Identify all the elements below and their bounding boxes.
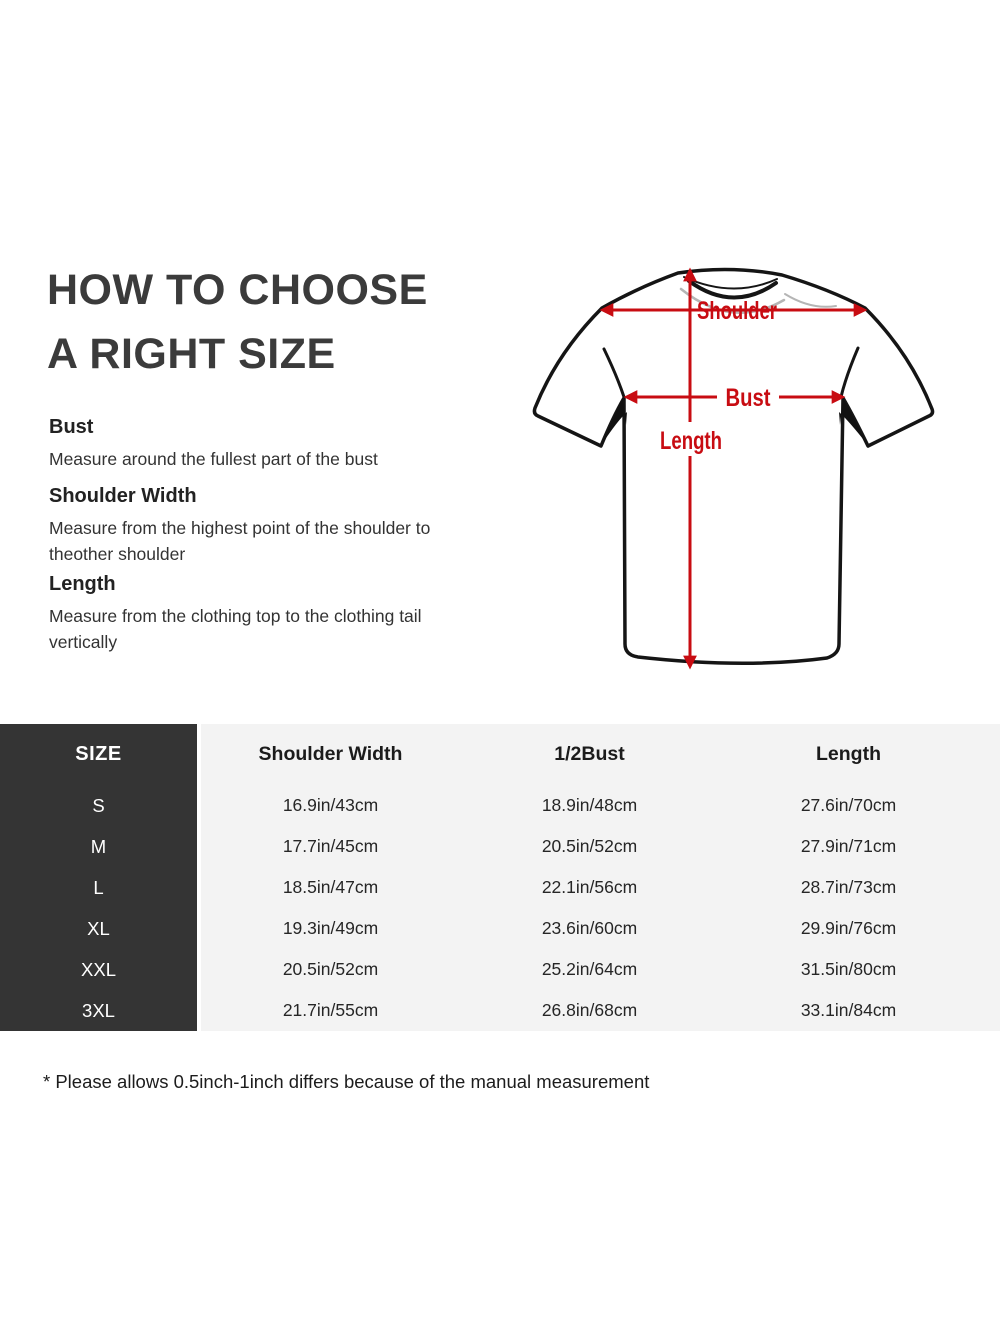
tshirt-outline-shape xyxy=(534,269,932,663)
size-column-header: SIZE xyxy=(75,743,122,765)
page-title-line-1: HOW TO CHOOSE xyxy=(47,266,428,314)
instruction-bust-heading: Bust xyxy=(49,416,94,438)
cell-value: 31.5in/80cm xyxy=(800,959,897,979)
column-header-shoulder-width: Shoulder Width xyxy=(258,743,403,765)
size-label-l: L xyxy=(93,876,104,898)
instruction-length xyxy=(49,573,489,655)
column-header-half-bust: 1/2Bust xyxy=(554,743,625,765)
cell-value: 28.7in/73cm xyxy=(800,877,897,897)
tshirt-diagram xyxy=(505,250,975,680)
size-label-m: M xyxy=(90,835,107,857)
table-row xyxy=(201,949,978,990)
size-column xyxy=(0,724,197,1031)
size-table xyxy=(0,724,1000,1031)
instruction-length-heading: Length xyxy=(49,573,116,595)
table-row xyxy=(201,826,978,867)
table-row xyxy=(201,908,978,949)
cell-value: 19.3in/49cm xyxy=(282,918,379,938)
instruction-bust-text: Measure around the fullest part of the bust xyxy=(49,449,378,469)
size-label-s: S xyxy=(92,794,105,816)
cell-value: 22.1in/56cm xyxy=(541,877,638,897)
measurement-disclaimer: * Please allows 0.5inch-1inch differs because of the manual measurement xyxy=(43,1071,650,1092)
cell-value: 21.7in/55cm xyxy=(282,1000,379,1020)
cell-value: 23.6in/60cm xyxy=(541,918,638,938)
cell-value: 16.9in/43cm xyxy=(282,795,379,815)
column-header-length: Length xyxy=(816,743,881,765)
instruction-shoulder-width xyxy=(49,485,489,567)
cell-value: 25.2in/64cm xyxy=(541,959,638,979)
cell-value: 27.6in/70cm xyxy=(800,795,897,815)
size-label-xxl: XXL xyxy=(81,958,116,980)
instruction-length-text: Measure from the clothing top to the clothing tail vertically xyxy=(49,606,422,652)
table-header-row xyxy=(201,724,978,785)
table-row xyxy=(201,867,978,908)
cell-value: 20.5in/52cm xyxy=(282,959,379,979)
cell-value: 33.1in/84cm xyxy=(800,1000,897,1020)
cell-value: 27.9in/71cm xyxy=(800,836,897,856)
instruction-shoulder-width-text: Measure from the highest point of the shoulder to theother shoulder xyxy=(49,518,431,564)
page-title xyxy=(47,258,428,386)
cell-value: 18.9in/48cm xyxy=(541,795,638,815)
size-label-xl: XL xyxy=(87,917,110,939)
bust-label: Bust xyxy=(725,384,772,412)
cell-value: 29.9in/76cm xyxy=(800,918,897,938)
cell-value: 17.7in/45cm xyxy=(282,836,379,856)
shoulder-label: Shoulder xyxy=(697,297,778,325)
instruction-bust xyxy=(49,416,489,472)
table-row xyxy=(201,990,978,1031)
page-title-line-2: A RIGHT SIZE xyxy=(47,330,336,378)
table-row xyxy=(201,785,978,826)
instruction-shoulder-width-heading: Shoulder Width xyxy=(49,485,197,507)
cell-value: 18.5in/47cm xyxy=(282,877,379,897)
length-label: Length xyxy=(660,427,722,455)
measurement-columns xyxy=(201,724,1000,1031)
size-label-3xl: 3XL xyxy=(82,999,115,1021)
cell-value: 26.8in/68cm xyxy=(541,1000,638,1020)
cell-value: 20.5in/52cm xyxy=(541,836,638,856)
